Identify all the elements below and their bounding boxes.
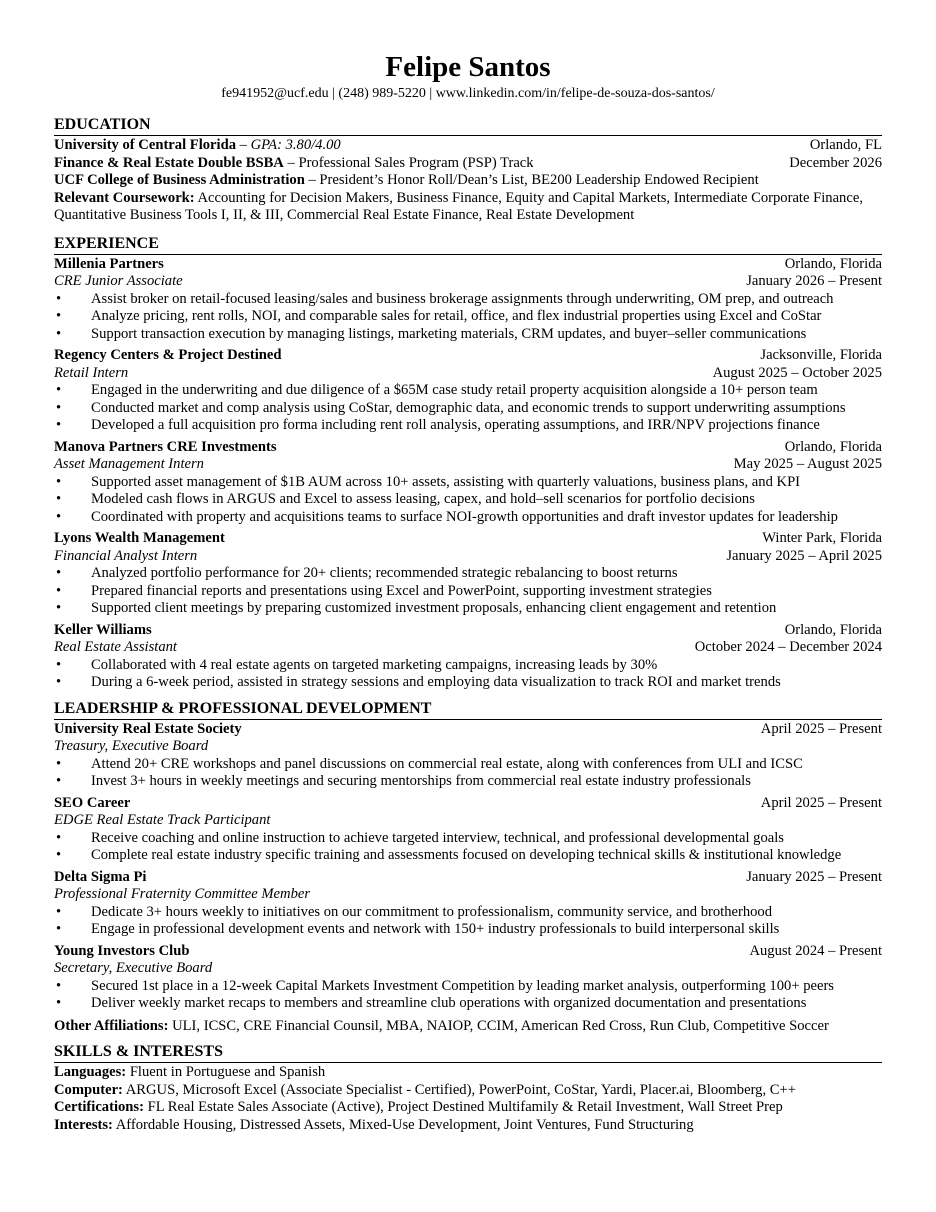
- college-detail: – President’s Honor Roll/Dean’s List, BE200 Leadership Endowed Recipient: [304, 172, 759, 188]
- bullet-item: • Deliver weekly market recaps to members and streamline club operations with organized documentation and presentations: [54, 995, 882, 1013]
- job-location: Winter Park, Florida: [762, 530, 882, 546]
- leadership-list: [54, 721, 882, 1013]
- skill-value: Affordable Housing, Distressed Assets, Mixed-Use Development, Joint Ventures, Fund Structuring: [112, 1116, 694, 1133]
- education-degree-row: [54, 155, 882, 173]
- coursework: [54, 190, 882, 225]
- company-name: Keller Williams: [54, 621, 152, 638]
- job-bullets: [54, 657, 882, 692]
- experience-header-row: [54, 439, 882, 457]
- skill-value: ARGUS, Microsoft Excel (Associate Specialist - Certified), PowerPoint, CoStar, Yardi, Placer.ai, Bloomberg, C++: [122, 1081, 796, 1098]
- job-bullets: [54, 474, 882, 527]
- org-name: SEO Career: [54, 794, 131, 811]
- leadership-entry: [54, 795, 882, 865]
- experience-entry: [54, 256, 882, 344]
- experience-section: [54, 235, 882, 692]
- skill-line: [54, 1099, 882, 1117]
- experience-role-row: [54, 639, 882, 657]
- experience-role-row: [54, 456, 882, 474]
- bullet-item: • Secured 1st place in a 12-week Capital Markets Investment Competition by leading market analysis, outperforming 100+ peers: [54, 978, 882, 996]
- bullet-item: • Collaborated with 4 real estate agents on targeted marketing campaigns, increasing leads by 30%: [54, 657, 882, 675]
- bullet-item: • Conducted market and comp analysis using CoStar, demographic data, and economic trends to support underwriting assumptions: [54, 400, 882, 418]
- job-dates: January 2025 – April 2025: [726, 547, 882, 564]
- experience-header-row: [54, 256, 882, 274]
- coursework-list: Accounting for Decision Makers, Business Finance, Equity and Capital Markets, Intermediate Corporate Finance, Quantitative Business Tools I, II, & III, Commercial Real Estate Finance, Real Estate Development: [54, 189, 863, 223]
- job-dates: October 2024 – December 2024: [694, 639, 882, 655]
- experience-role-row: [54, 548, 882, 566]
- job-location: Jacksonville, Florida: [760, 347, 882, 363]
- org-bullets: [54, 904, 882, 939]
- org-role: Treasury, Executive Board: [54, 738, 209, 754]
- bullet-item: • Attend 20+ CRE workshops and panel discussions on commercial real estate, along with conferences from ULI and ICSC: [54, 756, 882, 774]
- bullet-item: • During a 6-week period, assisted in strategy sessions and employing data visualization to track ROI and market trends: [54, 674, 882, 692]
- org-dates: January 2025 – Present: [746, 868, 882, 885]
- bullet-item: • Invest 3+ hours in weekly meetings and securing mentorships from commercial real estate industry professionals: [54, 773, 882, 791]
- skill-line: [54, 1082, 882, 1100]
- contact-line: fe941952@ucf.edu | (248) 989-5220 | www.linkedin.com/in/felipe-de-souza-dos-santos/: [221, 86, 715, 101]
- job-role: Real Estate Assistant: [54, 639, 177, 655]
- education-section: [54, 116, 882, 225]
- leadership-header-row: [54, 943, 882, 961]
- skill-label: Computer:: [54, 1081, 123, 1098]
- org-bullets: [54, 756, 882, 791]
- experience-entry: [54, 622, 882, 692]
- experience-header-row: [54, 622, 882, 640]
- school-location: Orlando, FL: [809, 137, 882, 153]
- bullet-item: • Supported client meetings by preparing customized investment proposals, enhancing client engagement and retention: [54, 600, 882, 618]
- bullet-item: • Coordinated with property and acquisitions teams to surface NOI-growth opportunities and draft investor updates for leadership: [54, 509, 882, 527]
- bullet-item: • Developed a full acquisition pro forma including rent roll analysis, operating assumptions, and IRR/NPV projections finance: [54, 417, 882, 435]
- bullet-item: • Dedicate 3+ hours weekly to initiatives on our commitment to professionalism, community service, and brotherhood: [54, 904, 882, 922]
- experience-list: [54, 256, 882, 692]
- org-bullets: [54, 978, 882, 1013]
- section-title-leadership: LEADERSHIP & PROFESSIONAL DEVELOPMENT: [54, 700, 882, 720]
- bullet-item: • Prepared financial reports and presentations using Excel and PowerPoint, supporting investment strategies: [54, 583, 882, 601]
- company-name: Millenia Partners: [54, 255, 164, 272]
- job-role: Retail Intern: [54, 364, 129, 381]
- org-dates: April 2025 – Present: [760, 794, 882, 811]
- org-dates: April 2025 – Present: [760, 720, 882, 737]
- experience-entry: [54, 530, 882, 618]
- leadership-entry: [54, 943, 882, 1013]
- job-dates: August 2025 – October 2025: [712, 364, 882, 381]
- bullet-item: • Support transaction execution by managing listings, marketing materials, CRM updates, and buyer–seller communications: [54, 326, 882, 344]
- college-name: UCF College of Business Administration: [54, 172, 305, 188]
- section-title-education: EDUCATION: [54, 116, 882, 136]
- bullet-item: • Analyze pricing, rent rolls, NOI, and comparable sales for retail, office, and flex industrial properties using Excel and CoStar: [54, 308, 882, 326]
- org-bullets: [54, 830, 882, 865]
- org-role: Professional Fraternity Committee Member: [54, 886, 311, 902]
- coursework-label: Relevant Coursework:: [54, 189, 195, 206]
- skill-label: Interests:: [54, 1116, 113, 1133]
- section-title-skills: SKILLS & INTERESTS: [54, 1043, 882, 1063]
- bullet-item: • Engaged in the underwriting and due diligence of a $65M case study retail property acquisition alongside a 10+ person team: [54, 382, 882, 400]
- leadership-header-row: [54, 721, 882, 739]
- school-name: University of Central Florida: [54, 137, 236, 153]
- job-dates: January 2026 – Present: [746, 273, 882, 289]
- org-role: Secretary, Executive Board: [54, 960, 213, 976]
- affiliations-label: Other Affiliations:: [54, 1017, 169, 1034]
- job-role: CRE Junior Associate: [54, 273, 183, 289]
- job-dates: May 2025 – August 2025: [733, 456, 882, 472]
- experience-role-row: [54, 273, 882, 291]
- skill-line: [54, 1117, 882, 1135]
- job-role: Financial Analyst Intern: [54, 547, 198, 564]
- bullet-item: • Receive coaching and online instruction to achieve targeted interview, technical, and professional developmental goals: [54, 830, 882, 848]
- section-title-experience: EXPERIENCE: [54, 235, 882, 255]
- skill-value: Fluent in Portuguese and Spanish: [126, 1064, 326, 1080]
- skills-section: [54, 1043, 882, 1134]
- bullet-item: • Assist broker on retail-focused leasing/sales and business brokerage assignments through underwriting, OM prep, and outreach: [54, 291, 882, 309]
- skill-label: Languages:: [54, 1064, 127, 1080]
- company-name: Manova Partners CRE Investments: [54, 438, 277, 455]
- company-name: Lyons Wealth Management: [54, 530, 225, 546]
- org-name: University Real Estate Society: [54, 720, 242, 737]
- experience-entry: [54, 347, 882, 435]
- leadership-entry: [54, 721, 882, 791]
- affiliations-list: ULI, ICSC, CRE Financial Counsil, MBA, NAIOP, CCIM, American Red Cross, Run Club, Competitive Soccer: [168, 1017, 829, 1034]
- bullet-item: • Complete real estate industry specific training and assessments focused on developing technical skills & institutional knowledge: [54, 847, 882, 865]
- job-bullets: [54, 291, 882, 344]
- org-name: Young Investors Club: [54, 942, 190, 959]
- bullet-item: • Analyzed portfolio performance for 20+ clients; recommended strategic rebalancing to boost returns: [54, 565, 882, 583]
- leadership-header-row: [54, 869, 882, 887]
- job-role: Asset Management Intern: [54, 456, 204, 472]
- job-location: Orlando, Florida: [784, 621, 882, 638]
- bullet-item: • Engage in professional development events and network with 150+ industry professionals to build interpersonal skills: [54, 921, 882, 939]
- skills-list: [54, 1064, 882, 1134]
- job-location: Orlando, Florida: [784, 255, 882, 272]
- leadership-entry: [54, 869, 882, 939]
- org-role: EDGE Real Estate Track Participant: [54, 812, 271, 828]
- education-school-row: [54, 137, 882, 155]
- job-bullets: [54, 565, 882, 618]
- bullet-item: • Modeled cash flows in ARGUS and Excel to assess leasing, capex, and hold–sell scenarios for portfolio decisions: [54, 491, 882, 509]
- leadership-section: [54, 700, 882, 1036]
- job-bullets: [54, 382, 882, 435]
- experience-role-row: [54, 365, 882, 383]
- graduation-date: December 2026: [789, 154, 882, 171]
- resume-page: [54, 50, 882, 1134]
- job-location: Orlando, Florida: [784, 438, 882, 455]
- org-name: Delta Sigma Pi: [54, 868, 147, 885]
- experience-entry: [54, 439, 882, 527]
- skill-line: [54, 1064, 882, 1082]
- gpa: – GPA: 3.80/4.00: [236, 137, 341, 153]
- degree-detail: – Professional Sales Program (PSP) Track: [283, 154, 534, 171]
- experience-header-row: [54, 347, 882, 365]
- skill-value: FL Real Estate Sales Associate (Active), Project Destined Multifamily & Retail Investment, Wall Street Prep: [143, 1099, 783, 1115]
- bullet-item: • Supported asset management of $1B AUM across 10+ assets, assisting with quarterly valuations, business plans, and KPI: [54, 474, 882, 492]
- candidate-name: Felipe Santos: [385, 51, 551, 83]
- experience-header-row: [54, 530, 882, 548]
- other-affiliations: [54, 1018, 882, 1036]
- company-name: Regency Centers & Project Destined: [54, 347, 282, 363]
- leadership-header-row: [54, 795, 882, 813]
- org-dates: August 2024 – Present: [749, 942, 882, 959]
- education-college-row: [54, 172, 882, 190]
- skill-label: Certifications:: [54, 1099, 144, 1115]
- degree: Finance & Real Estate Double BSBA: [54, 154, 284, 171]
